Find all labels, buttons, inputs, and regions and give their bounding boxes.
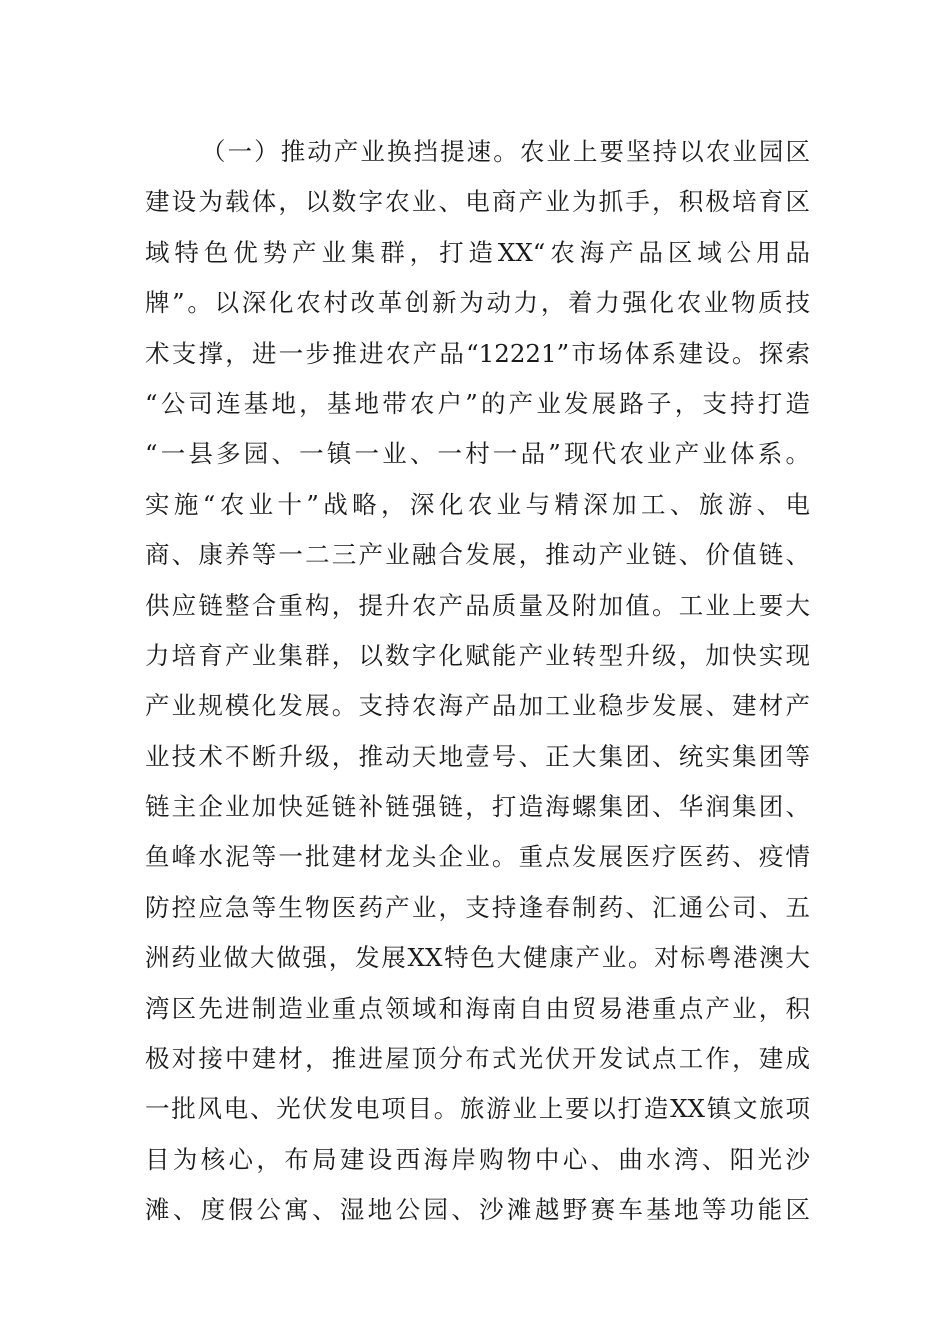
paragraph-line: 目为核心，布局建设西海岸购物中心、曲水湾、阳光沙 — [145, 1144, 810, 1174]
paragraph-line: 极对接中建材，推进屋顶分布式光伏开发试点工作，建成 — [145, 1044, 810, 1074]
paragraph-line: 防控应急等生物医药产业，支持逢春制药、汇通公司、五 — [145, 892, 810, 922]
paragraph-line: 力培育产业集群，以数字化赋能产业转型升级，加快实现 — [145, 640, 810, 670]
paragraph-line: 湾区先进制造业重点领域和海南自由贸易港重点产业，积 — [145, 993, 810, 1023]
paragraph-line: 商、康养等一二三产业融合发展，推动产业链、价值链、 — [145, 540, 810, 570]
paragraph-line: 链主企业加快延链补链强链，打造海螺集团、华润集团、 — [145, 792, 810, 822]
paragraph-line: 业技术不断升级，推动天地壹号、正大集团、统实集团等 — [145, 741, 810, 771]
paragraph-line: 洲药业做大做强，发展XX特色大健康产业。对标粤港澳大 — [145, 943, 810, 973]
paragraph-line: 实施“农业十”战略，深化农业与精深加工、旅游、电 — [145, 489, 810, 519]
paragraph-line: 鱼峰水泥等一批建材龙头企业。重点发展医疗医药、疫情 — [145, 842, 810, 872]
paragraph-line: 供应链整合重构，提升农产品质量及附加值。工业上要大 — [145, 590, 810, 620]
paragraph-line: 域特色优势产业集群，打造XX“农海产品区域公用品 — [145, 237, 810, 267]
paragraph-line: “公司连基地，基地带农户”的产业发展路子，支持打造 — [145, 388, 810, 418]
paragraph-line: 一批风电、光伏发电项目。旅游业上要以打造XX镇文旅项 — [145, 1094, 810, 1124]
body-paragraph — [145, 127, 810, 1236]
paragraph-line: 滩、度假公寓、湿地公园、沙滩越野赛车基地等功能区 — [145, 1195, 810, 1225]
paragraph-line: 建设为载体，以数字农业、电商产业为抓手，积极培育区 — [145, 187, 810, 217]
paragraph-line: （一）推动产业换挡提速。农业上要坚持以农业园区 — [201, 137, 810, 166]
paragraph-line: 产业规模化发展。支持农海产品加工业稳步发展、建材产 — [145, 691, 810, 721]
paragraph-line: 术支撑，进一步推进农产品“12221”市场体系建设。探索 — [145, 338, 810, 368]
paragraph-line: 牌”。以深化农村改革创新为动力，着力强化农业物质技 — [145, 288, 810, 318]
paragraph-line: “一县多园、一镇一业、一村一品”现代农业产业体系。 — [145, 439, 810, 469]
